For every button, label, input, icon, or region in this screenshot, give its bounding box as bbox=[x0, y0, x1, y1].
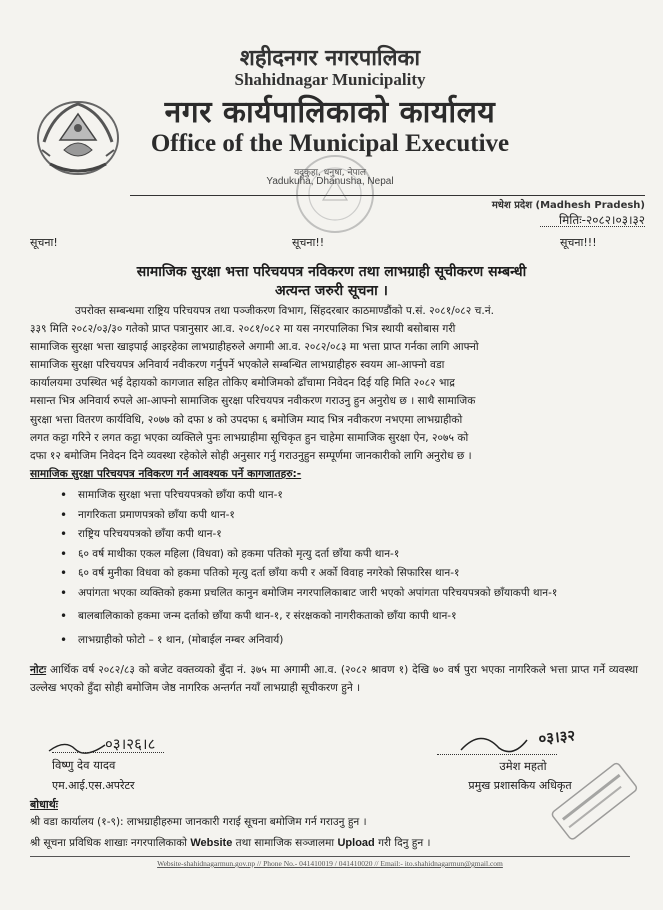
body-line: ३३९ मिति २०८२/०३/३० गतेको प्राप्त पत्रानुसार आ.व. २०८१/०८२ मा यस नगरपालिका भित्र स्थायी बसोबास गरी bbox=[30, 323, 456, 336]
requirements-list bbox=[60, 487, 630, 651]
footer-contact: Website-shahidnagarmun.gov.np // Phone No.- 041410019 / 041410020 // Email:- ito.shahidnagarmun@gmail.com bbox=[157, 859, 503, 868]
office-title-np: नगर कार्यपालिकाको कार्यालय bbox=[164, 95, 496, 130]
body-paragraph bbox=[30, 302, 638, 465]
province-label: मधेश प्रदेश (Madhesh Pradesh) bbox=[491, 200, 645, 211]
signatory-right-title: प्रमुख प्रशासकिय अधिकृत bbox=[468, 779, 572, 792]
body-line: लगत कट्टा गरिने र लगत कट्टा भएका व्यक्तिले पुनः लाभग्राहीमा सूचिकृत हुन चाहेमा सामाजिक सुरक्षा ऐन, २०७५ को bbox=[30, 431, 469, 444]
list-item: • ६० वर्ष माथीका एकल महिला (विधवा) को हकमा पतिको मृत्यु दर्ता छाँया कपी थान-१ bbox=[60, 546, 630, 564]
note-text: आर्थिक वर्ष २०८२/८३ को बजेट वक्तव्यको बुँदा नं. ३७५ मा अगामी आ.व. (२०८२ श्रावण १) देखि ७० वर्ष पुरा भएका नागरिकले भत्ता प्राप्त गर्ने व्यवस्था उल्लेख भएको हुँदा सोही बमोजिम जेष्ठ नागरिक अन्तर्गत नयाँ लाभग्राही सूचीकरण हुने । bbox=[30, 664, 638, 694]
cc-line-ward: श्री वडा कार्यालय (१-९): लाभग्राहीहरुमा जानकारी गराई सूचना बमोजिम गर्न गराउनु हुन । bbox=[30, 816, 367, 828]
notice-title-line2: अत्यन्त जरुरी सूचना । bbox=[275, 283, 388, 299]
list-item: • राष्ट्रिय परिचयपत्रको छाँया कपी थान-१ bbox=[60, 526, 630, 544]
body-line: मसान्त भित्र अनिवार्य रुपले आ-आफ्नो सामाजिक सुरक्षा परिचयपत्र नवीकरण गराउनु हुन अनुरोध छ । साथै सामाजिक bbox=[30, 395, 476, 408]
note-label: नोटः bbox=[30, 664, 47, 676]
date-label: मितिः-२०८२।०३।३२ bbox=[558, 213, 645, 227]
signatory-left-title: एम.आई.एस.अपरेटर bbox=[52, 779, 135, 792]
body-line: उपरोक्त सम्बन्धमा राष्ट्रिय परिचयपत्र तथा पञ्जीकरण विभाग, सिंहदरबार काठमाण्डौंको प.सं. २०८१/०८२ च.नं. bbox=[75, 305, 495, 317]
signature-right-line bbox=[437, 754, 557, 755]
cc-line-it bbox=[30, 836, 630, 850]
signature-left-line bbox=[52, 752, 164, 753]
signatory-left-name: विष्णु देव यादव bbox=[52, 758, 116, 772]
header-divider bbox=[130, 195, 645, 196]
date-underline bbox=[540, 226, 645, 227]
notice-label-left: सूचना! bbox=[30, 236, 58, 249]
cc-line-it-pre: श्री सूचना प्रविधिक शाखाः नगरपालिकाको bbox=[30, 837, 191, 849]
body-line: सामाजिक सुरक्षा भत्ता खाइपाई आइरहेका लाभग्राहीहरुले अगामी आ.व. २०८२/०८३ मा भत्ता प्राप्त गर्नका लागि आफ्नो bbox=[30, 341, 479, 354]
body-line: सामाजिक सुरक्षा परिचयपत्र अनिवार्य नवीकरण गर्नुपर्ने भएकोले सम्बन्धित लाभग्राहीहरु स्वयम आ-आफ्नो वडा bbox=[30, 359, 445, 372]
address-np: यदुकुहा, धनुषा, नेपाल bbox=[293, 168, 367, 178]
cc-line-it-upload: Upload bbox=[337, 837, 375, 849]
list-item: • ६० वर्ष मुनीका विधवा को हकमा पतिको मृत्यु दर्ता छाँया कपी र अर्को विवाह नगरेको सिफारिस थान-१ bbox=[60, 565, 630, 583]
list-item: • लाभग्राहीको फोटो – १ थान, (मोबाईल नम्बर अनिवार्य) bbox=[60, 632, 630, 650]
notice-title-line1: सामाजिक सुरक्षा भत्ता परिचयपत्र नविकरण तथा लाभग्राही सूचीकरण सम्बन्धी bbox=[136, 264, 527, 280]
notice-label-right: सूचना!!! bbox=[560, 236, 597, 249]
signature-left-scribble: ०३।२६।८ bbox=[105, 735, 156, 753]
body-line: दफा १२ बमोजिम निवेदन दिने व्यवस्था रहेकोले सोही अनुसार गर्नु गराउनुहुन सम्पूर्णमा जानकारीको लागि अनुरोध छ । bbox=[30, 449, 472, 462]
nepal-emblem-icon bbox=[34, 92, 122, 180]
cc-line-it-post: गरी दिनु हुन । bbox=[374, 837, 431, 849]
footer-divider bbox=[30, 856, 630, 857]
notice-label-middle: सूचना!! bbox=[292, 236, 325, 249]
signatory-right-name: उमेश महतो bbox=[499, 759, 547, 773]
note-paragraph bbox=[30, 661, 638, 697]
list-item: • बालबालिकाको हकमा जन्म दर्ताको छाँया कपी थान-१, र संरक्षकको नागरीकताको छाँया कापी थान-१ bbox=[60, 608, 630, 626]
municipality-name-en: Shahidnagar Municipality bbox=[234, 70, 426, 89]
cc-label: बोधार्थः bbox=[30, 798, 58, 811]
address-en: Yadukuha, Dhanusha, Nepal bbox=[266, 176, 394, 187]
list-item: • सामाजिक सुरक्षा भत्ता परिचयपत्रको छाँया कपी थान-१ bbox=[60, 487, 630, 505]
signature-right-scribble: ०३।३२ bbox=[537, 726, 577, 748]
list-item: • नागरिकता प्रमाणपत्रको छाँया कपी थान-१ bbox=[60, 507, 630, 525]
office-title-en: Office of the Municipal Executive bbox=[150, 130, 510, 157]
cc-line-it-website: Website bbox=[190, 837, 233, 849]
cc-line-it-mid: तथा सामाजिक सञ्जालमा bbox=[232, 837, 338, 849]
municipality-name-np: शहीदनगर नगरपालिका bbox=[239, 46, 421, 71]
requirements-heading: सामाजिक सुरक्षा परिचयपत्र नविकरण गर्न आवश्यक पर्ने कागजातहरु:- bbox=[30, 468, 302, 480]
body-line: सुरक्षा भत्ता वितरण कार्यविधि, २०७७ को दफा ४ को उपदफा ६ बमोजिम म्याद भित्र नवीकरण नभएमा लाभग्राहीको bbox=[30, 413, 463, 426]
list-item: • अपांगता भएका व्यक्तिको हकमा प्रचलित कानुन बमोजिम नगरपालिकाबाट जारी भएको अपांगता परिचयपत्रको छाँयाकपी थान-१ bbox=[60, 585, 630, 603]
body-line: कार्यालयमा उपस्थित भई देहायको कागजात सहित तोकिए बमोजिमको ढाँचामा निवेदन दिई यहि मिति २०८२ भाद्र bbox=[30, 377, 455, 390]
signature-left-icon bbox=[45, 725, 185, 761]
